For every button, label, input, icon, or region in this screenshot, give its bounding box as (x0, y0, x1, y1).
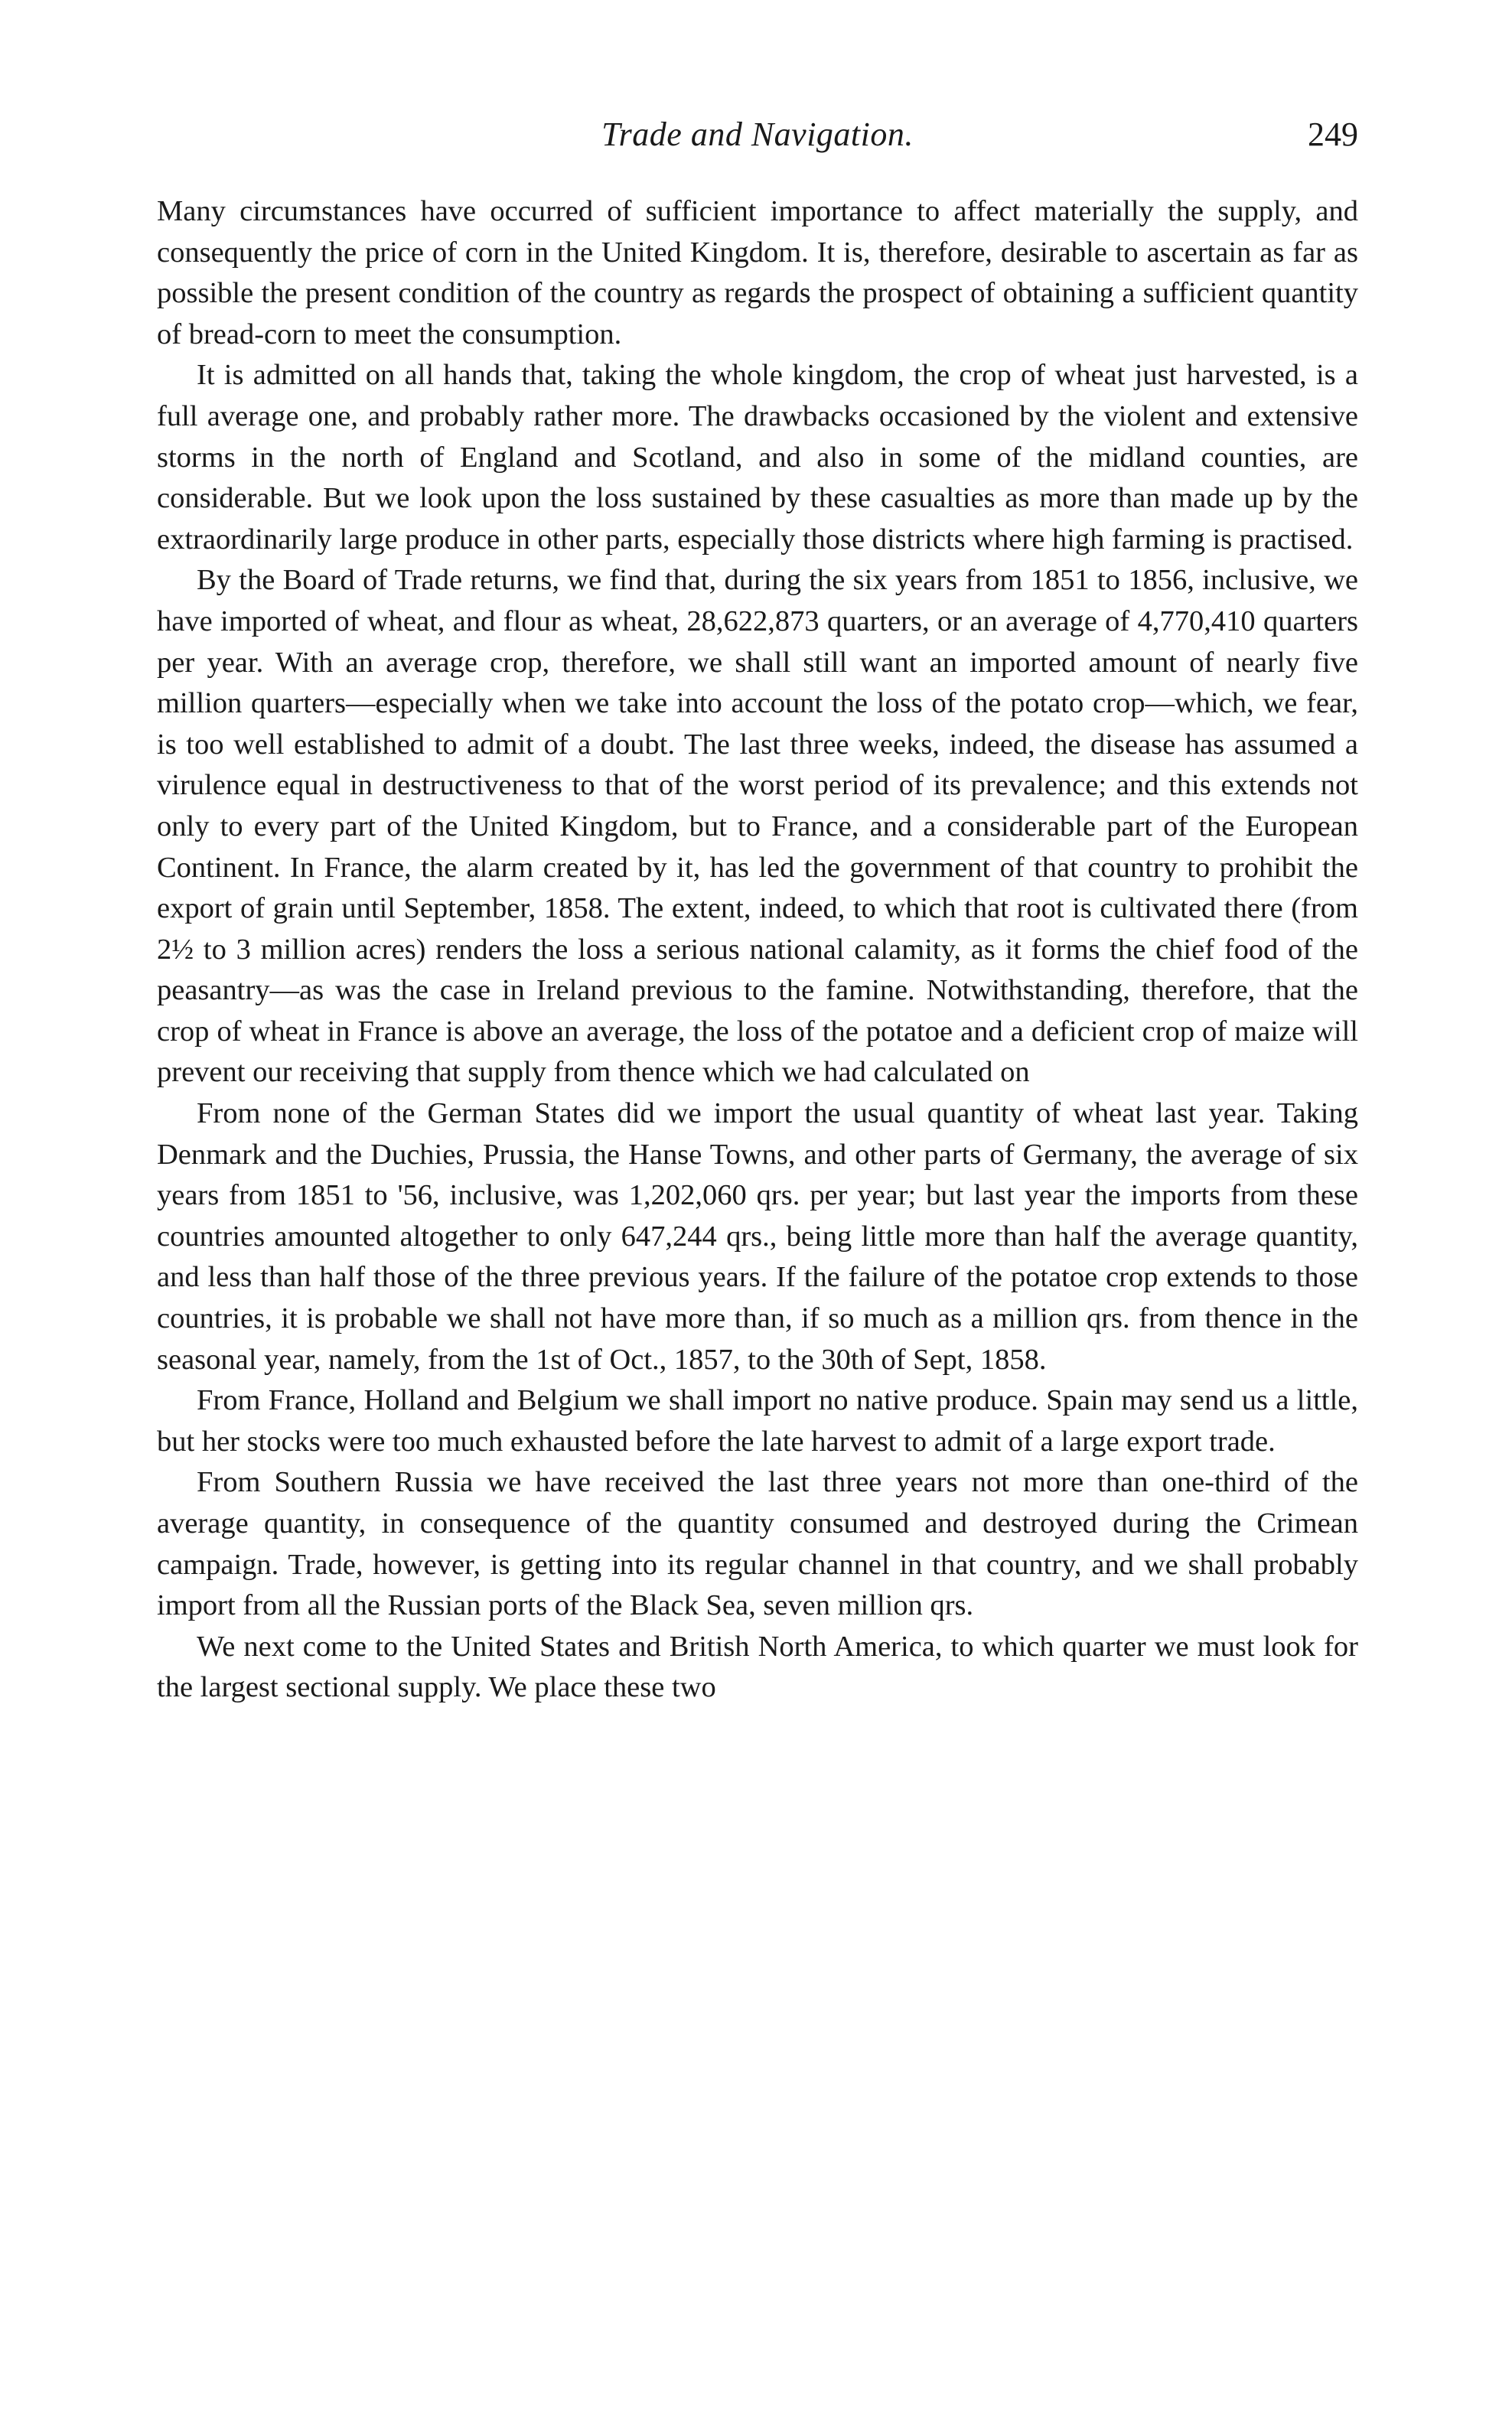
paragraph-france-holland-belgium: From France, Holland and Belgium we shall import no native produce. Spain may send us a little, but her stocks were too much exhausted before the late harvest to admit of a large export trade. (157, 1384, 1358, 1458)
running-title: Trade and Navigation. (601, 116, 914, 153)
body-text (157, 191, 1358, 1709)
page-header (157, 115, 1358, 161)
paragraph-german-states: From none of the German States did we import the usual quantity of wheat last year. Taking Denmark and the Duchies, Prussia, the Hanse Towns, and other parts of Germany, the average of six years from 1851 to '56, inclusive, was 1,202,060 qrs. per year; but last year the imports from these countries amounted altogether to only 647,244 qrs., being little more than half the average quantity, and less than half those of the three previous years. If the failure of the potatoe crop extends to those countries, it is probable we shall not have more than, if so much as a million qrs. from thence in the seasonal year, namely, from the 1st of Oct., 1857, to the 30th of Sept, 1858. (157, 1097, 1358, 1376)
paragraph-board-of-trade-returns: By the Board of Trade returns, we find that, during the six years from 1851 to 1856, inclusive, we have imported of wheat, and flour as wheat, 28,622,873 quarters, or an average of 4,770,410 quarters per year. With an average crop, therefore, we shall still want an imported amount of nearly five million quarters—especially when we take into account the loss of the potato crop—which, we fear, is too well established to admit of a doubt. The last three weeks, indeed, the disease has assumed a virulence equal in destructiveness to that of the worst period of its prevalence; and this extends not only to every part of the United Kingdom, but to France, and a considerable part of the European Continent. In France, the alarm created by it, has led the government of that country to prohibit the export of grain until September, 1858. The extent, indeed, to which that root is cultivated there (from 2½ to 3 million acres) renders the loss a serious national calamity, as it forms the chief food of the peasantry—as was the case in Ireland previous to the famine. Notwithstanding, therefore, that the crop of wheat in France is above an average, the loss of the potatoe and a deficient crop of maize will prevent our receiving that supply from thence which we had calculated on (157, 564, 1358, 1089)
paragraph-united-states: We next come to the United States and British North America, to which quarter we must look for the largest sectional supply. We place these two (157, 1630, 1358, 1704)
page-number: 249 (1308, 116, 1358, 153)
paragraph-wheat-crop: It is admitted on all hands that, taking the whole kingdom, the crop of wheat just harvested, is a full average one, and probably rather more. The drawbacks occasioned by the violent and extensive storms in the north of England and Scotland, and also in some of the midland counties, are considerable. But we look upon the loss sustained by these casualties as more than made up by the extraordinarily large produce in other parts, especially those districts where high farming is practised. (157, 359, 1358, 556)
paragraph-corn-supply-intro: Many circumstances have occurred of sufficient importance to affect materially the supply, and consequently the price of corn in the United Kingdom. It is, therefore, desirable to ascertain as far as possible the present condition of the country as regards the prospect of obtaining a sufficient quantity of bread-corn to meet the consumption. (157, 195, 1358, 350)
paragraph-southern-russia: From Southern Russia we have received the last three years not more than one-third of the average quantity, in consequence of the quantity consumed and destroyed during the Crimean campaign. Trade, however, is getting into its regular channel in that country, and we shall probably import from all the Russian ports of the Black Sea, seven million qrs. (157, 1466, 1358, 1622)
